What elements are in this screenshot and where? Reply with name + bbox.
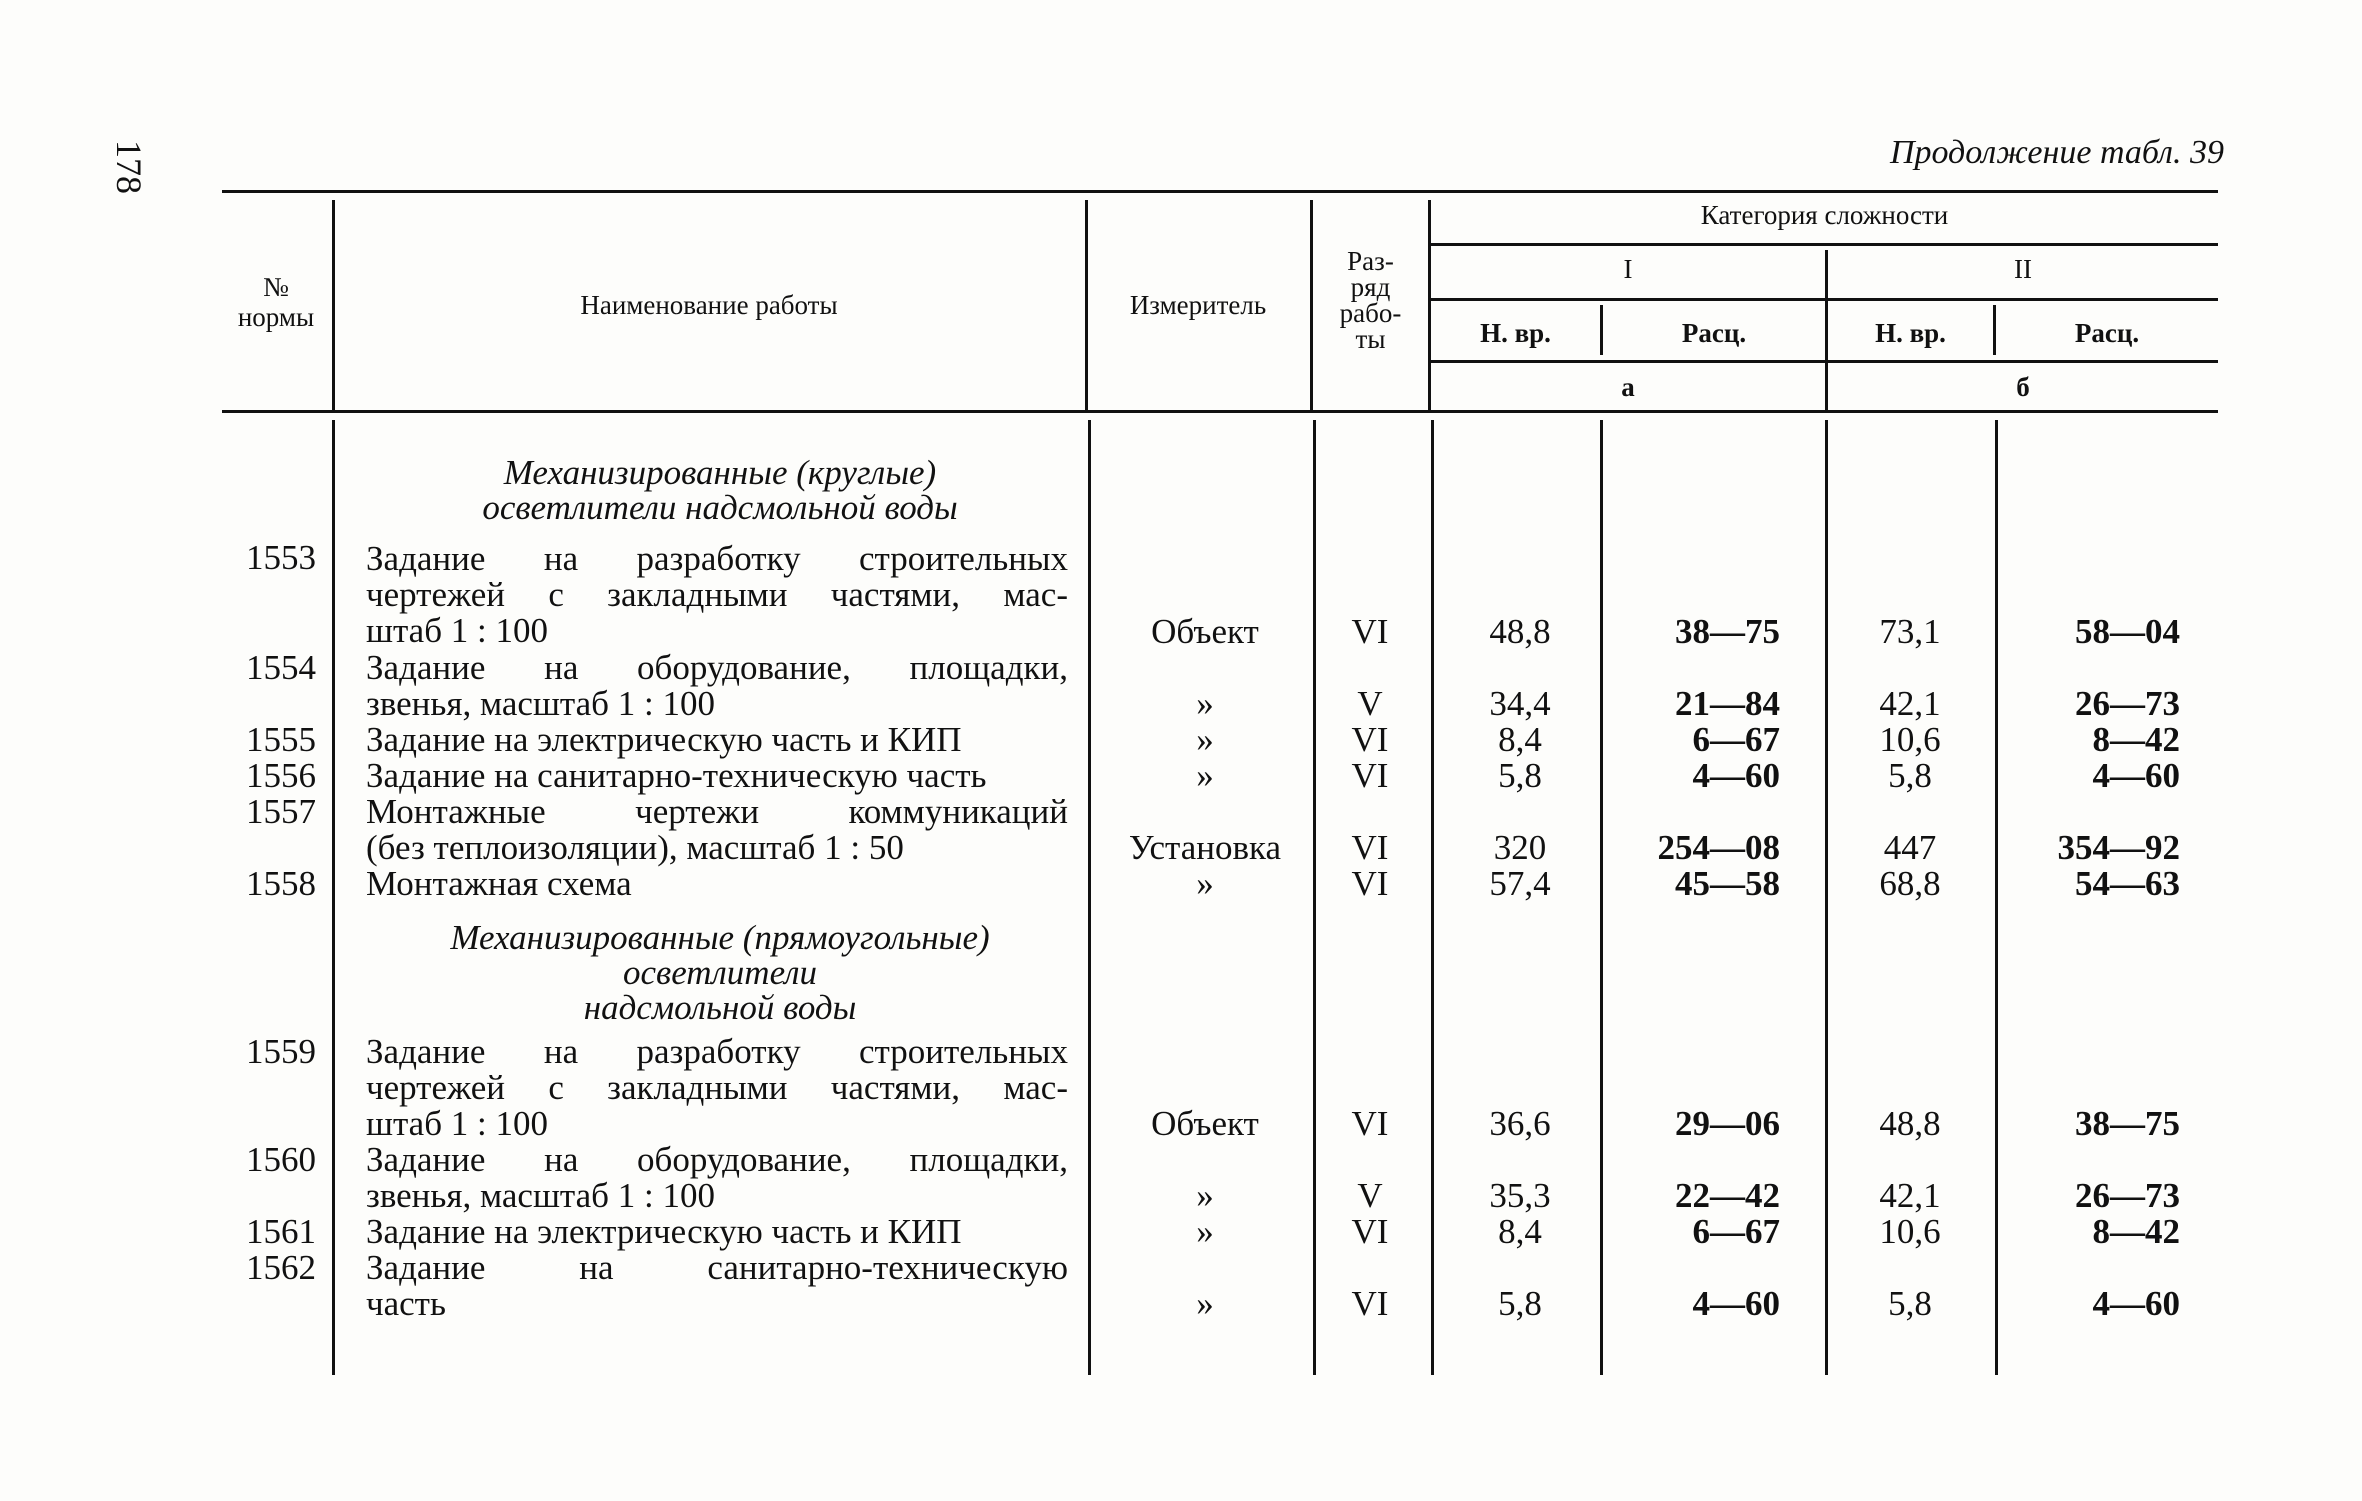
norm-number: 1560 (246, 1140, 316, 1179)
norm-time-cell: 5,8 (1888, 756, 1932, 795)
header-norm-no: № нормы (237, 272, 315, 332)
norm-time-cell: 48,8 (1489, 612, 1551, 651)
unit-cell: Объект (1151, 612, 1259, 651)
header-unit: Измеритель (1129, 290, 1267, 320)
unit-cell: » (1196, 864, 1214, 903)
header-category-2: II (2014, 254, 2032, 284)
rate-cell: 354—92 (2057, 828, 2180, 867)
unit-cell: Установка (1128, 828, 1282, 867)
rate-cell: 6—67 (1692, 720, 1780, 759)
norm-number: 1562 (246, 1248, 316, 1287)
body-divider-6 (1825, 420, 1828, 1375)
work-name: Задание на разработку строительных чертежей с закладными частями, мас- штаб 1 : 100 (366, 1032, 1068, 1143)
body-divider-7 (1995, 420, 1998, 1375)
subheader-rule (1430, 360, 2218, 363)
norm-time-cell: 8,4 (1498, 1212, 1542, 1251)
rate-cell: 26—73 (2075, 684, 2180, 723)
work-name: Монтажные чертежи коммуникаций (без теплоизоляции), масштаб 1 : 50 (366, 792, 1068, 867)
work-name: Задание на разработку строительных чертежей с закладными частями, мас- штаб 1 : 100 (366, 539, 1068, 650)
norm-time-cell: 8,4 (1498, 720, 1542, 759)
header-rate-1: Расц. (1681, 318, 1747, 348)
norm-number: 1553 (246, 538, 316, 577)
unit-cell: Объект (1151, 1104, 1259, 1143)
grade-cell: VI (1351, 1104, 1389, 1143)
rate-cell: 4—60 (1692, 1284, 1780, 1323)
norm-time-cell: 57,4 (1489, 864, 1551, 903)
table-caption: Продолжение табл. 39 (1889, 134, 2224, 171)
norm-time-cell: 73,1 (1879, 612, 1941, 651)
grade-cell: V (1357, 684, 1383, 723)
rate-cell: 54—63 (2075, 864, 2180, 903)
grade-cell: VI (1351, 612, 1389, 651)
body-divider-1 (332, 420, 335, 1375)
work-name: Монтажная схема (366, 864, 632, 903)
norm-time-cell: 48,8 (1879, 1104, 1941, 1143)
table-top-rule (222, 190, 2218, 193)
norm-time-cell: 447 (1883, 828, 1937, 867)
norm-number: 1561 (246, 1212, 316, 1251)
work-name: Задание на электрическую часть и КИП (366, 720, 962, 759)
norm-number: 1559 (246, 1032, 316, 1071)
norm-time-cell: 5,8 (1498, 1284, 1542, 1323)
header-work-name: Наименование работы (580, 290, 838, 320)
unit-cell: » (1196, 1212, 1214, 1251)
section-title-line: надсмольной воды (583, 988, 857, 1027)
rate-cell: 21—84 (1675, 684, 1780, 723)
header-category-1: I (1623, 254, 1633, 284)
grade-cell: VI (1351, 720, 1389, 759)
rate-cell: 45—58 (1675, 864, 1780, 903)
section-title-round (335, 455, 1105, 525)
rate-cell: 4—60 (2092, 1284, 2180, 1323)
grade-cell: VI (1351, 828, 1389, 867)
work-name: Задание на оборудование, площадки, звенья, масштаб 1 : 100 (366, 1140, 1068, 1215)
norm-time-cell: 5,8 (1498, 756, 1542, 795)
section-title-line: Механизированные (прямоугольные) (450, 918, 990, 957)
header-col-b: б (2016, 372, 2030, 402)
grade-cell: VI (1351, 864, 1389, 903)
work-name: Задание на электрическую часть и КИП (366, 1212, 962, 1251)
norm-time-cell: 35,3 (1489, 1176, 1551, 1215)
norm-time-cell: 5,8 (1888, 1284, 1932, 1323)
header-complexity: Категория сложности (1700, 200, 1949, 230)
category-rule (1430, 298, 2218, 301)
norm-number: 1555 (246, 720, 316, 759)
norm-time-cell: 42,1 (1879, 684, 1941, 723)
header-rate-2: Расц. (2074, 318, 2140, 348)
norm-time-cell: 10,6 (1879, 1212, 1941, 1251)
grade-cell: VI (1351, 1212, 1389, 1251)
norm-time-cell: 68,8 (1879, 864, 1941, 903)
norm-time-cell: 42,1 (1879, 1176, 1941, 1215)
norm-number: 1554 (246, 648, 316, 687)
page-number: 178 (109, 140, 149, 194)
complexity-rule (1430, 243, 2218, 246)
body-divider-2 (1088, 420, 1091, 1375)
header-grade: Раз- ряд рабо- ты (1339, 246, 1402, 354)
work-name: Задание на санитарно-техническую часть (366, 756, 987, 795)
rate-cell: 29—06 (1675, 1104, 1780, 1143)
body-divider-4 (1431, 420, 1434, 1375)
unit-cell: » (1196, 720, 1214, 759)
grade-cell: VI (1351, 1284, 1389, 1323)
rate-cell: 38—75 (2075, 1104, 2180, 1143)
rate-cell: 26—73 (2075, 1176, 2180, 1215)
rate-cell: 58—04 (2075, 612, 2180, 651)
norm-number: 1556 (246, 756, 316, 795)
section-title-line: осветлители надсмольной воды (482, 488, 958, 527)
rate-cell: 6—67 (1692, 1212, 1780, 1251)
header-norm-time-1: Н. вр. (1480, 318, 1551, 348)
header-norm-time-2: Н. вр. (1875, 318, 1946, 348)
norm-time-cell: 10,6 (1879, 720, 1941, 759)
section-title-line: осветлители (622, 953, 818, 992)
unit-cell: » (1196, 684, 1214, 723)
header-col-a: а (1621, 372, 1635, 402)
rate-cell: 254—08 (1657, 828, 1780, 867)
rate-cell: 4—60 (1692, 756, 1780, 795)
rate-cell: 8—42 (2092, 720, 2180, 759)
work-name: Задание на оборудование, площадки, звенья, масштаб 1 : 100 (366, 648, 1068, 723)
norm-number: 1558 (246, 864, 316, 903)
grade-cell: VI (1351, 756, 1389, 795)
section-title-rectangular (335, 920, 1105, 1025)
rate-cell: 8—42 (2092, 1212, 2180, 1251)
norm-number: 1557 (246, 792, 316, 831)
rate-cell: 4—60 (2092, 756, 2180, 795)
header-bottom-rule (222, 410, 2218, 413)
rate-cell: 22—42 (1675, 1176, 1780, 1215)
norm-time-cell: 34,4 (1489, 684, 1551, 723)
unit-cell: » (1196, 1176, 1214, 1215)
rate-cell: 38—75 (1675, 612, 1780, 651)
unit-cell: » (1196, 1284, 1214, 1323)
unit-cell: » (1196, 756, 1214, 795)
grade-cell: V (1357, 1176, 1383, 1215)
norm-time-cell: 36,6 (1489, 1104, 1551, 1143)
work-name: Задание на санитарно-техническую часть (366, 1248, 1068, 1323)
section-title-line: Механизированные (круглые) (503, 453, 937, 492)
norm-time-cell: 320 (1493, 828, 1547, 867)
